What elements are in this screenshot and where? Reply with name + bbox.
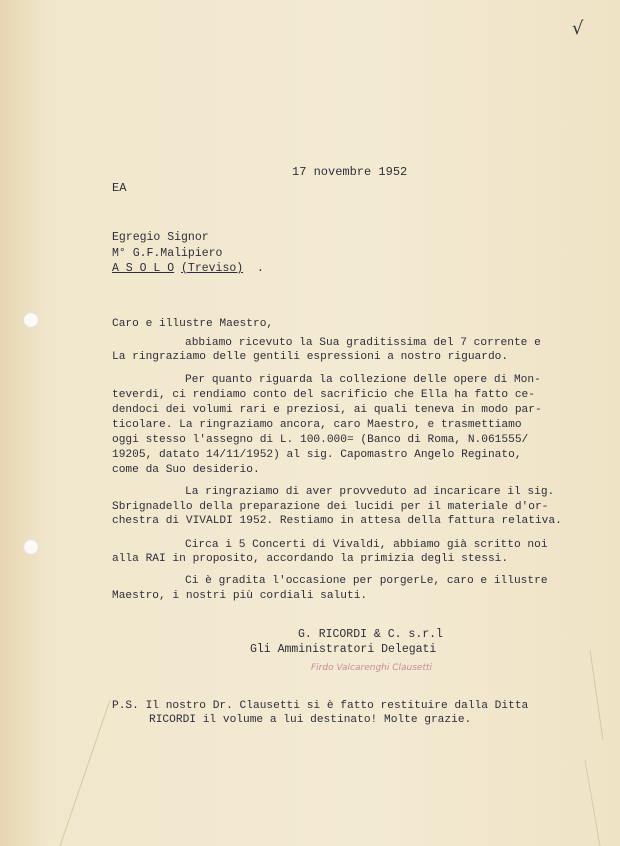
punch-hole-bottom: [23, 539, 39, 555]
recipient-province: (Treviso): [181, 262, 244, 275]
postscript-line-1: P.S. Il nostro Dr. Clausetti si è fatto restituire dalla Ditta: [112, 700, 529, 712]
paragraph-2-line-4: ticolare. La ringraziamo ancora, caro Maestro, e trasmettiamo: [112, 419, 522, 431]
paragraph-3-line-3: chestra di VIVALDI 1952. Restiamo in attesa della fattura relativa.: [112, 515, 562, 527]
postscript-line-2: RICORDI il volume a lui destinato! Molte grazie.: [149, 714, 472, 726]
salutation: Caro e illustre Maestro,: [112, 318, 274, 330]
letter-date: 17 novembre 1952: [292, 165, 408, 179]
paragraph-2-line-1: Per quanto riguarda la collezione delle opere di Mon-: [185, 374, 541, 386]
paragraph-3-line-1: La ringraziamo di aver provveduto ad incaricare il sig.: [185, 486, 555, 498]
paragraph-4-line-1: Circa i 5 Concerti di Vivaldi, abbiamo già scritto noi: [185, 539, 548, 551]
reference-initials: EA: [112, 181, 127, 195]
recipient-line-2: M° G.F.Malipiero: [112, 247, 223, 260]
paragraph-5-line-2: Maestro, i nostri più cordiali saluti.: [112, 590, 368, 602]
paragraph-2-line-2: teverdi, ci rendiamo conto del sacrificio che Ella ha fatto ce-: [112, 389, 535, 401]
paragraph-3-line-2: Sbrignadello della preparazione dei lucidi per il materiale d'or-: [112, 501, 549, 513]
recipient-trailing: .: [256, 262, 264, 275]
signature-stamp: Firdo Valcarenghi Clausetti: [311, 663, 433, 673]
paragraph-1-line-1: abbiamo ricevuto la Sua graditissima del 7 corrente e: [185, 337, 541, 349]
paragraph-4-line-2: alla RAI in proposito, accordando la primizia degli stessi.: [112, 553, 509, 565]
signature-company: G. RICORDI & C. s.r.l: [298, 628, 443, 641]
recipient-line-1: Egregio Signor: [112, 231, 209, 244]
check-mark: √: [572, 18, 584, 39]
paragraph-1-line-2: La ringraziamo delle gentili espressioni a nostro riguardo.: [112, 351, 509, 363]
paragraph-2-line-6: 19205, datato 14/11/1952) al sig. Capomastro Angelo Reginato,: [112, 449, 522, 461]
punch-hole-top: [23, 312, 39, 328]
recipient-city-line: [112, 262, 264, 276]
recipient-city: A S O L O: [112, 262, 175, 275]
paragraph-2-line-7: come da Suo desiderio.: [112, 464, 260, 476]
paragraph-2-line-5: oggi stesso l'assegno di L. 100.000= (Banco di Roma, N.061555/: [112, 434, 529, 446]
paragraph-5-line-1: Ci è gradita l'occasione per porgerLe, caro e illustre: [185, 575, 548, 587]
signature-title: Gli Amministratori Delegati: [250, 643, 437, 656]
paragraph-2-line-3: dendoci dei volumi rari e preziosi, ai quali teneva in modo par-: [112, 404, 542, 416]
